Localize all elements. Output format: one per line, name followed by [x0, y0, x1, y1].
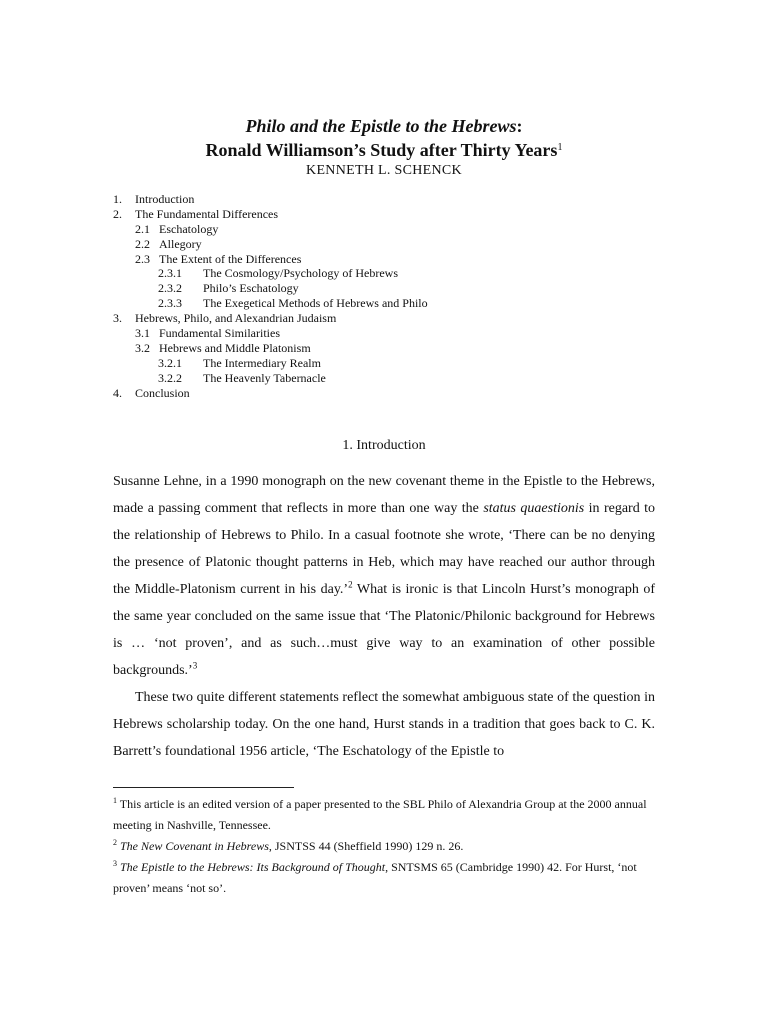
paragraph-1-italic: status quaestionis [483, 501, 585, 516]
toc-item-number: 2. [113, 206, 122, 221]
article-subtitle [0, 138, 768, 162]
toc-item-label: Philo’s Eschatology [203, 281, 299, 296]
toc-item-number: 1. [113, 192, 122, 206]
footnote-divider [113, 787, 294, 788]
title-footnote-mark[interactable]: 1 [557, 142, 563, 153]
toc-item-label: The Intermediary Realm [203, 355, 321, 370]
footnote-3-text: , SNTSMS 65 (Cambridge 1990) 42. For Hurst, ‘not proven’ means ‘not so’. [113, 860, 637, 895]
footnotes [113, 794, 657, 899]
toc-item-number: 3.2.2 [158, 370, 182, 385]
footnote-3-mark: 3 [113, 859, 117, 868]
footnote-2-mark: 2 [113, 838, 117, 847]
toc-item-label: The Extent of the Differences [159, 251, 302, 266]
footnote-1-text: This article is an edited version of a paper presented to the SBL Philo of Alexandria Group at the 2000 annual meeting in Nashville, Tennessee. [113, 797, 647, 832]
toc-item-label: Allegory [159, 236, 202, 251]
toc-item-label: Hebrews, Philo, and Alexandrian Judaism [135, 311, 337, 326]
paragraph-2: These two quite different statements reflect the somewhat ambiguous state of the question in Hebrews scholarship today. On the one hand, Hurst stands in a tradition that goes back to C. K. Barrett’s foundational 1956 article, ‘The Eschatology of the Epistle to [113, 690, 655, 759]
paragraph-1 [113, 468, 655, 684]
toc-item[interactable] [113, 237, 633, 252]
article-title-italic: Philo and the Epistle to the Hebrews [245, 116, 517, 136]
toc-item-number: 2.2 [135, 236, 150, 251]
table-of-contents [113, 192, 633, 400]
toc-item-label: Hebrews and Middle Platonism [159, 340, 311, 355]
toc-item-number: 3.2.1 [158, 355, 182, 370]
paragraph-1-part-1: Susanne Lehne, in a 1990 monograph on the new covenant theme in the Epistle to the Hebrews, made a passing comment that reflects in more than one way the [113, 474, 655, 516]
toc-item-label: Eschatology [159, 221, 219, 236]
footnote-ref-2[interactable]: 2 [348, 579, 353, 590]
footnote-1-mark: 1 [113, 796, 117, 805]
toc-item-number: 2.3.2 [158, 281, 182, 296]
footnote-3 [113, 857, 657, 899]
section-heading: 1. Introduction [342, 438, 426, 453]
toc-item-number: 2.3.3 [158, 296, 182, 311]
toc-item-label: Fundamental Similarities [159, 326, 280, 341]
footnote-ref-3[interactable]: 3 [192, 660, 198, 671]
toc-item[interactable] [113, 386, 633, 401]
toc-item-label: Conclusion [135, 385, 190, 400]
toc-item[interactable] [113, 252, 633, 267]
paragraph-1-part-2: in regard to the relationship of Hebrews to Philo. In a casual footnote she wrote, ‘There can be no denying the presence of Platonic thought patterns in Heb, which may have reached our author through the Middle-Platonism current in his day.’ [113, 501, 656, 597]
toc-item[interactable] [113, 296, 633, 311]
body-text [113, 468, 655, 765]
toc-item-label: The Fundamental Differences [135, 206, 279, 221]
toc-item-number: 2.1 [135, 221, 150, 236]
toc-item-number: 2.3 [135, 251, 150, 266]
toc-item-label: The Cosmology/Psychology of Hebrews [203, 266, 398, 281]
footnote-1 [113, 794, 657, 836]
toc-item-number: 2.3.1 [158, 266, 182, 281]
toc-item[interactable] [113, 266, 633, 281]
toc-item[interactable] [113, 371, 633, 386]
toc-item[interactable] [113, 356, 633, 371]
author-name: KENNETH L. SCHENCK [306, 163, 462, 178]
toc-item-label: Introduction [135, 192, 195, 206]
toc-item-number: 3.1 [135, 326, 150, 341]
toc-item-number: 3. [113, 311, 122, 326]
article-title-colon: : [516, 116, 523, 136]
footnote-2-text: , JSNTSS 44 (Sheffield 1990) 129 n. 26. [268, 839, 464, 853]
toc-item-label: The Heavenly Tabernacle [203, 370, 326, 385]
toc-item[interactable] [113, 207, 633, 222]
paragraph-1-part-3: What is ironic is that Lincoln Hurst’s monograph of the same year concluded on the same issue that ‘The Platonic/Philonic background for Hebrews is … ‘not proven’, and as such…must give way to an examination of other possible backgrounds.’ [113, 582, 655, 678]
footnote-3-italic: The Epistle to the Hebrews: Its Background of Thought [117, 860, 386, 874]
toc-item-number: 3.2 [135, 340, 150, 355]
toc-item[interactable] [113, 341, 633, 356]
toc-item-number: 4. [113, 385, 122, 400]
article-title [0, 114, 768, 138]
footnote-2-italic: The New Covenant in Hebrews [117, 839, 269, 853]
article-subtitle-text: Ronald Williamson’s Study after Thirty Years [205, 140, 558, 160]
footnote-2 [113, 836, 657, 857]
toc-item[interactable] [113, 326, 633, 341]
title-block [0, 114, 768, 180]
toc-item[interactable] [113, 311, 633, 326]
toc-item[interactable] [113, 281, 633, 296]
toc-item-label: The Exegetical Methods of Hebrews and Philo [203, 296, 428, 311]
toc-item[interactable] [113, 192, 633, 207]
toc-item[interactable] [113, 222, 633, 237]
